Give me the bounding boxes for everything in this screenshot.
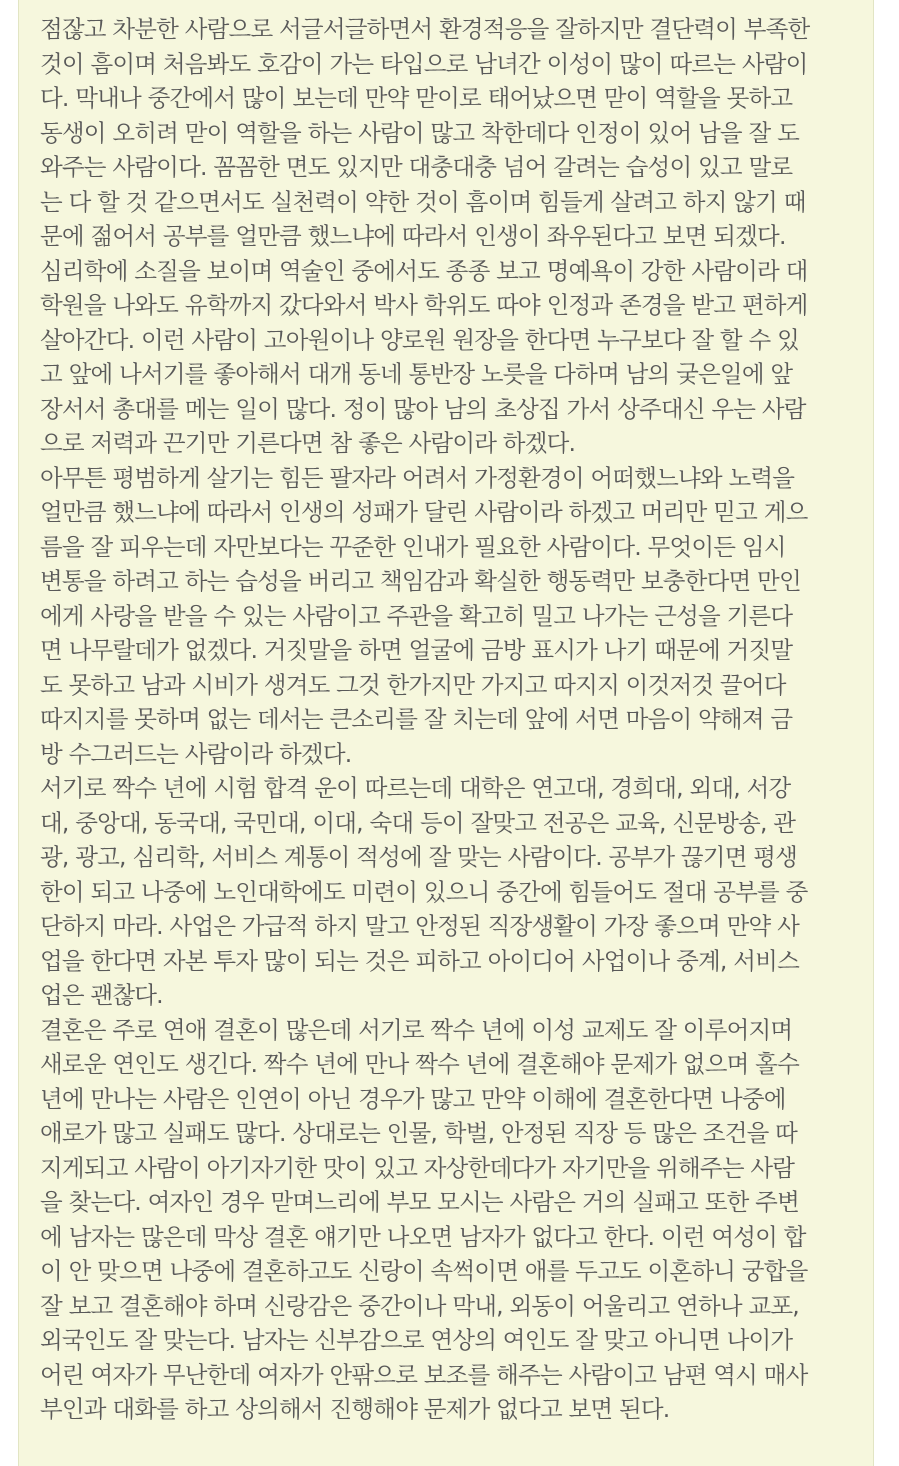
text-line: 이 안 맞으면 나중에 결혼하고도 신랑이 속썩이면 애를 두고도 이혼하니 궁합을	[40, 1257, 808, 1285]
text-line: 잘 보고 결혼해야 하며 신랑감은 중간이나 막내, 외동이 어울리고 연하나 교포,	[40, 1291, 799, 1320]
text-line: 아무튼 평범하게 살기는 힘든 팔자라 어려서 가정환경이 어떠했느냐와 노력을	[40, 463, 795, 492]
text-line: 을 찾는다. 여자인 경우 맏며느리에 부모 모시는 사람은 거의 실패고 또한 주변	[40, 1188, 799, 1216]
body-text	[40, 12, 870, 1427]
text-line: 점잖고 차분한 사람으로 서글서글하면서 환경적응을 잘하지만 결단력이 부족한	[40, 15, 810, 43]
text-panel	[18, 0, 874, 1466]
text-line: 살아간다. 이런 사람이 고아원이나 양로원 원장을 한다면 누구보다 잘 할 수 있	[40, 325, 799, 354]
text-line: 대, 중앙대, 동국대, 국민대, 이대, 숙대 등이 잘맞고 전공은 교육, 신문방송, 관	[40, 808, 796, 837]
text-line: 동생이 오히려 맏이 역할을 하는 사람이 많고 착한데다 인정이 있어 남을 잘 도	[40, 118, 799, 147]
text-line: 업은 괜찮다.	[40, 981, 163, 1009]
text-line: 학원을 나와도 유학까지 갔다와서 박사 학위도 따야 인정과 존경을 받고 편하게	[40, 291, 808, 319]
text-line: 면 나무랄데가 없겠다. 거짓말을 하면 얼굴에 금방 표시가 나기 때문에 거짓말	[40, 636, 793, 664]
text-line: 에게 사랑을 받을 수 있는 사람이고 주관을 확고히 밀고 나가는 근성을 기른다	[40, 601, 793, 630]
text-line: 변통을 하려고 하는 습성을 버리고 책임감과 확실한 행동력만 보충한다면 만인	[40, 567, 801, 595]
text-line: 것이 흠이며 처음봐도 호감이 가는 타입으로 남녀간 이성이 많이 따르는 사람이	[40, 49, 808, 78]
text-line: 고 앞에 나서기를 좋아해서 대개 동네 통반장 노릇을 다하며 남의 궂은일에 앞	[40, 360, 793, 388]
text-line: 심리학에 소질을 보이며 역술인 중에서도 종종 보고 명예욕이 강한 사람이라 대	[40, 256, 808, 285]
text-line: 한이 되고 나중에 노인대학에도 미련이 있으니 중간에 힘들어도 절대 공부를 중	[40, 877, 808, 906]
text-line: 업을 한다면 자본 투자 많이 되는 것은 피하고 아이디어 사업이나 중계, 서비스	[40, 946, 799, 975]
text-line: 외국인도 잘 맞는다. 남자는 신부감으로 연상의 여인도 잘 맞고 아니면 나이가	[40, 1326, 793, 1354]
text-line: 는 다 할 것 같으면서도 실천력이 약한 것이 흠이며 힘들게 살려고 하지 않기 때	[40, 187, 806, 216]
text-line: 따지지를 못하며 없는 데서는 큰소리를 잘 치는데 앞에 서면 마음이 약해져 금	[40, 705, 793, 733]
text-line: 애로가 많고 실패도 많다. 상대로는 인물, 학벌, 안정된 직장 등 많은 조건을 따	[40, 1119, 798, 1147]
text-line: 년에 만나는 사람은 인연이 아닌 경우가 많고 만약 이해에 결혼한다면 나중에	[40, 1084, 786, 1113]
text-line: 도 못하고 남과 시비가 생겨도 그것 한가지만 가지고 따지지 이것저것 끌어다	[40, 670, 786, 699]
text-line: 방 수그러드는 사람이라 하겠다.	[40, 739, 352, 768]
text-line: 와주는 사람이다. 꼼꼼한 면도 있지만 대충대충 넘어 갈려는 습성이 있고 말로	[40, 153, 793, 181]
text-line: 광, 광고, 심리학, 서비스 계통이 적성에 잘 맞는 사람이다. 공부가 끊기면 평생	[40, 843, 798, 871]
text-line: 단하지 마라. 사업은 가급적 하지 말고 안정된 직장생활이 가장 좋으며 만약 사	[40, 912, 799, 940]
text-line: 어린 여자가 무난한데 여자가 안팎으로 보조를 해주는 사람이고 남편 역시 매사	[40, 1360, 808, 1389]
text-line: 부인과 대화를 하고 상의해서 진행해야 문제가 없다고 보면 된다.	[40, 1395, 670, 1423]
text-line: 서기로 짝수 년에 시험 합격 운이 따르는데 대학은 연고대, 경희대, 외대, 서강	[40, 774, 791, 802]
text-line: 으로 저력과 끈기만 기른다면 참 좋은 사람이라 하겠다.	[40, 429, 576, 457]
text-line: 름을 잘 피우는데 자만보다는 꾸준한 인내가 필요한 사람이다. 무엇이든 임시	[40, 532, 786, 561]
text-line: 결혼은 주로 연애 결혼이 많은데 서기로 짝수 년에 이성 교제도 잘 이루어지며	[40, 1015, 793, 1044]
text-line: 에 남자는 많은데 막상 결혼 얘기만 나오면 남자가 없다고 한다. 이런 여성이 합	[40, 1222, 806, 1251]
text-line: 장서서 총대를 메는 일이 많다. 정이 많아 남의 초상집 가서 상주대신 우는 사람	[40, 394, 806, 423]
text-line: 다. 막내나 중간에서 많이 보는데 만약 맏이로 태어났으면 맏이 역할을 못하고	[40, 84, 793, 112]
text-line: 지게되고 사람이 아기자기한 맛이 있고 자상한데다가 자기만을 위해주는 사람	[40, 1153, 795, 1182]
text-line: 얼만큼 했느냐에 따라서 인생의 성패가 달린 사람이라 하겠고 머리만 믿고 게으	[40, 498, 808, 526]
text-line: 새로운 연인도 생긴다. 짝수 년에 만나 짝수 년에 결혼해야 문제가 없으며 홀수	[40, 1050, 799, 1078]
text-line: 문에 젊어서 공부를 얼만큼 했느냐에 따라서 인생이 좌우된다고 보면 되겠다.	[40, 222, 786, 250]
